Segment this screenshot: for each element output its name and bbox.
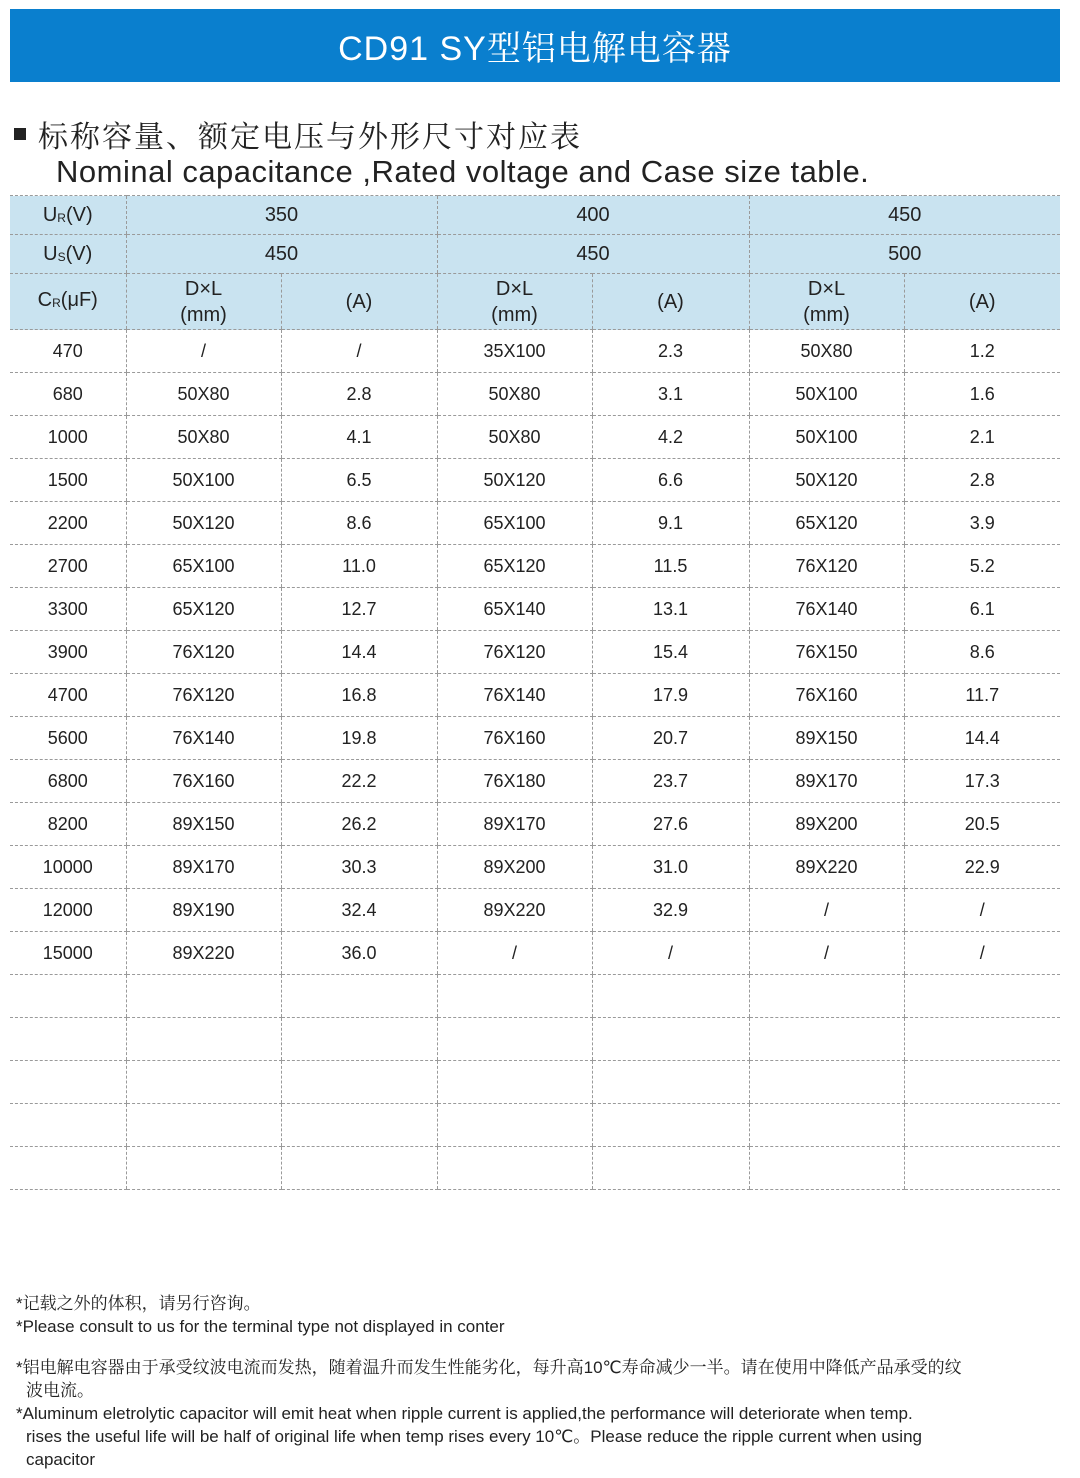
bullet-square-icon xyxy=(14,128,26,140)
ripple-current-cell: 11.0 xyxy=(281,545,437,588)
empty-cell xyxy=(281,1061,437,1104)
table-row xyxy=(10,717,1060,760)
dl-header: D×L (mm) xyxy=(437,274,592,330)
table-row xyxy=(10,760,1060,803)
capacitance-cell: 470 xyxy=(10,330,126,373)
case-size-cell: 50X80 xyxy=(437,373,592,416)
ripple-current-cell: 11.5 xyxy=(592,545,749,588)
capacitance-cell: 3900 xyxy=(10,631,126,674)
ripple-current-cell: 12.7 xyxy=(281,588,437,631)
note-1-cn: *记载之外的体积，请另行咨询。 xyxy=(16,1294,261,1313)
empty-cell xyxy=(126,1147,281,1190)
ripple-current-cell: 2.8 xyxy=(281,373,437,416)
ripple-current-cell: 20.5 xyxy=(904,803,1060,846)
empty-cell xyxy=(749,1018,904,1061)
ripple-header: (A) xyxy=(281,274,437,330)
empty-cell xyxy=(749,975,904,1018)
capacitance-cell: 8200 xyxy=(10,803,126,846)
case-size-cell: / xyxy=(126,330,281,373)
ripple-current-cell: 32.9 xyxy=(592,889,749,932)
empty-cell xyxy=(592,1104,749,1147)
case-size-cell: 76X140 xyxy=(437,674,592,717)
table-row xyxy=(10,631,1060,674)
ripple-current-cell: 31.0 xyxy=(592,846,749,889)
capacitance-table xyxy=(10,195,1060,1190)
ripple-current-cell: 1.2 xyxy=(904,330,1060,373)
empty-cell xyxy=(126,1018,281,1061)
section-title-cn-text: 标称容量、额定电压与外形尺寸对应表 xyxy=(38,121,582,154)
empty-row xyxy=(10,1018,1060,1061)
footnotes xyxy=(16,1292,1076,1471)
empty-cell xyxy=(437,1104,592,1147)
capacitance-cell: 15000 xyxy=(10,932,126,975)
ripple-current-cell: 5.2 xyxy=(904,545,1060,588)
ripple-current-cell: 32.4 xyxy=(281,889,437,932)
empty-cell xyxy=(592,1018,749,1061)
ripple-current-cell: 22.2 xyxy=(281,760,437,803)
case-size-cell: 76X150 xyxy=(749,631,904,674)
case-size-cell: 50X100 xyxy=(749,373,904,416)
empty-cell xyxy=(592,975,749,1018)
capacitance-cell: 12000 xyxy=(10,889,126,932)
case-size-cell: 89X200 xyxy=(437,846,592,889)
ripple-current-cell: 1.6 xyxy=(904,373,1060,416)
empty-cell xyxy=(10,975,126,1018)
case-size-cell: / xyxy=(437,932,592,975)
case-size-cell: 89X170 xyxy=(126,846,281,889)
empty-row xyxy=(10,975,1060,1018)
ripple-current-cell: 2.1 xyxy=(904,416,1060,459)
ripple-current-cell: 6.5 xyxy=(281,459,437,502)
empty-row xyxy=(10,1147,1060,1190)
case-size-cell: / xyxy=(749,932,904,975)
empty-cell xyxy=(592,1147,749,1190)
case-size-cell: 89X220 xyxy=(126,932,281,975)
capacitance-cell: 10000 xyxy=(10,846,126,889)
case-size-cell: 76X120 xyxy=(749,545,904,588)
ripple-current-cell: / xyxy=(281,330,437,373)
ripple-current-cell: 6.6 xyxy=(592,459,749,502)
capacitance-cell: 2700 xyxy=(10,545,126,588)
ripple-current-cell: 4.2 xyxy=(592,416,749,459)
ripple-current-cell: 16.8 xyxy=(281,674,437,717)
empty-cell xyxy=(126,1104,281,1147)
ur-value: 400 xyxy=(437,196,749,235)
empty-cell xyxy=(10,1061,126,1104)
case-size-cell: 50X120 xyxy=(749,459,904,502)
case-size-cell: 65X120 xyxy=(126,588,281,631)
case-size-cell: 35X100 xyxy=(437,330,592,373)
empty-cell xyxy=(437,1147,592,1190)
case-size-cell: 50X80 xyxy=(126,416,281,459)
ripple-current-cell: / xyxy=(904,932,1060,975)
dl-header: D×L (mm) xyxy=(126,274,281,330)
us-value: 500 xyxy=(749,235,1060,274)
case-size-cell: 76X120 xyxy=(437,631,592,674)
ripple-current-cell: 23.7 xyxy=(592,760,749,803)
ripple-current-cell: 3.1 xyxy=(592,373,749,416)
ripple-current-cell: 17.9 xyxy=(592,674,749,717)
table-row xyxy=(10,674,1060,717)
note-2-cn: *铝电解电容器由于承受纹波电流而发热，随着温升而发生性能劣化，每升高10℃寿命减少一半。请在使用中降低产品承受的纹 xyxy=(16,1358,962,1377)
table-row xyxy=(10,373,1060,416)
case-size-cell: / xyxy=(749,889,904,932)
case-size-cell: 50X80 xyxy=(437,416,592,459)
ripple-current-cell: 6.1 xyxy=(904,588,1060,631)
empty-cell xyxy=(126,1061,281,1104)
column-header-row xyxy=(10,274,1060,330)
empty-cell xyxy=(281,1104,437,1147)
case-size-cell: 76X160 xyxy=(749,674,904,717)
case-size-cell: 50X120 xyxy=(126,502,281,545)
empty-cell xyxy=(904,1104,1060,1147)
capacitance-cell: 2200 xyxy=(10,502,126,545)
cr-header: $C_R(\mu F)$ xyxy=(10,274,126,330)
capacitance-cell: 5600 xyxy=(10,717,126,760)
case-size-cell: 76X160 xyxy=(437,717,592,760)
capacitance-cell: 4700 xyxy=(10,674,126,717)
case-size-cell: 50X100 xyxy=(749,416,904,459)
empty-cell xyxy=(904,1061,1060,1104)
case-size-cell: 50X120 xyxy=(437,459,592,502)
case-size-cell: 76X120 xyxy=(126,631,281,674)
ripple-current-cell: 4.1 xyxy=(281,416,437,459)
empty-cell xyxy=(281,975,437,1018)
case-size-cell: 89X150 xyxy=(126,803,281,846)
table-row xyxy=(10,502,1060,545)
note-2-en: *Aluminum eletrolytic capacitor will emit heat when ripple current is applied,the performance will deteriorate when temp. xyxy=(16,1404,913,1423)
ripple-header: (A) xyxy=(592,274,749,330)
rated-voltage-row xyxy=(10,196,1060,235)
ripple-current-cell: 2.8 xyxy=(904,459,1060,502)
ripple-current-cell: 30.3 xyxy=(281,846,437,889)
case-size-cell: 65X140 xyxy=(437,588,592,631)
empty-cell xyxy=(10,1104,126,1147)
table-row xyxy=(10,889,1060,932)
empty-cell xyxy=(904,1018,1060,1061)
empty-cell xyxy=(437,1018,592,1061)
ur-value: 450 xyxy=(749,196,1060,235)
capacitance-cell: 1500 xyxy=(10,459,126,502)
title-banner xyxy=(10,9,1060,82)
table-row xyxy=(10,330,1060,373)
empty-cell xyxy=(592,1061,749,1104)
empty-cell xyxy=(10,1018,126,1061)
ripple-current-cell: 8.6 xyxy=(281,502,437,545)
case-size-cell: 89X170 xyxy=(749,760,904,803)
case-size-cell: 50X80 xyxy=(749,330,904,373)
ripple-current-cell: 26.2 xyxy=(281,803,437,846)
table-row xyxy=(10,545,1060,588)
capacitance-cell: 3300 xyxy=(10,588,126,631)
us-header: $U_S(V)$ xyxy=(10,235,126,274)
case-size-cell: 65X100 xyxy=(437,502,592,545)
note-2-cn-cont: 波电流。 xyxy=(26,1381,94,1400)
case-size-cell: 76X160 xyxy=(126,760,281,803)
section-title-en: Nominal capacitance ,Rated voltage and Case size table. xyxy=(56,154,870,189)
ripple-current-cell: 3.9 xyxy=(904,502,1060,545)
us-value: 450 xyxy=(437,235,749,274)
ripple-current-cell: / xyxy=(592,932,749,975)
empty-cell xyxy=(749,1147,904,1190)
case-size-cell: 76X120 xyxy=(126,674,281,717)
ur-header: $U_R(V)$ xyxy=(10,196,126,235)
table-row xyxy=(10,416,1060,459)
surge-voltage-row xyxy=(10,235,1060,274)
ripple-current-cell: 20.7 xyxy=(592,717,749,760)
case-size-cell: 89X200 xyxy=(749,803,904,846)
table-row xyxy=(10,588,1060,631)
case-size-cell: 89X170 xyxy=(437,803,592,846)
case-size-cell: 89X220 xyxy=(437,889,592,932)
capacitance-cell: 1000 xyxy=(10,416,126,459)
case-size-cell: 76X140 xyxy=(126,717,281,760)
note-1-en: *Please consult to us for the terminal type not displayed in conter xyxy=(16,1317,505,1336)
table-row xyxy=(10,846,1060,889)
empty-cell xyxy=(126,975,281,1018)
ripple-current-cell: 11.7 xyxy=(904,674,1060,717)
ripple-current-cell: 2.3 xyxy=(592,330,749,373)
ripple-current-cell: 9.1 xyxy=(592,502,749,545)
empty-cell xyxy=(749,1061,904,1104)
dl-header: D×L (mm) xyxy=(749,274,904,330)
case-size-cell: 89X220 xyxy=(749,846,904,889)
case-size-cell: 65X120 xyxy=(749,502,904,545)
empty-cell xyxy=(437,1061,592,1104)
case-size-cell: 50X80 xyxy=(126,373,281,416)
case-size-cell: 65X120 xyxy=(437,545,592,588)
ripple-header: (A) xyxy=(904,274,1060,330)
empty-cell xyxy=(281,1147,437,1190)
capacitance-cell: 6800 xyxy=(10,760,126,803)
empty-cell xyxy=(10,1147,126,1190)
empty-cell xyxy=(904,975,1060,1018)
section-title-cn xyxy=(14,112,582,156)
empty-row xyxy=(10,1104,1060,1147)
empty-cell xyxy=(904,1147,1060,1190)
note-2-en-cont: rises the useful life will be half of original life when temp rises every 10℃。Please reduce the ripple current when using xyxy=(26,1427,922,1446)
note-2-en-cont: capacitor xyxy=(26,1450,95,1469)
ripple-current-cell: / xyxy=(904,889,1060,932)
ur-value: 350 xyxy=(126,196,437,235)
capacitance-cell: 680 xyxy=(10,373,126,416)
table-row xyxy=(10,803,1060,846)
table-row xyxy=(10,932,1060,975)
case-size-cell: 89X150 xyxy=(749,717,904,760)
ripple-current-cell: 14.4 xyxy=(904,717,1060,760)
empty-cell xyxy=(437,975,592,1018)
ripple-current-cell: 17.3 xyxy=(904,760,1060,803)
us-value: 450 xyxy=(126,235,437,274)
case-size-cell: 65X100 xyxy=(126,545,281,588)
banner-title: CD91 SY型铝电解电容器 xyxy=(338,30,732,68)
ripple-current-cell: 8.6 xyxy=(904,631,1060,674)
ripple-current-cell: 14.4 xyxy=(281,631,437,674)
ripple-current-cell: 19.8 xyxy=(281,717,437,760)
case-size-cell: 50X100 xyxy=(126,459,281,502)
ripple-current-cell: 27.6 xyxy=(592,803,749,846)
ripple-current-cell: 15.4 xyxy=(592,631,749,674)
table-row xyxy=(10,459,1060,502)
case-size-cell: 76X140 xyxy=(749,588,904,631)
empty-row xyxy=(10,1061,1060,1104)
case-size-cell: 89X190 xyxy=(126,889,281,932)
ripple-current-cell: 36.0 xyxy=(281,932,437,975)
ripple-current-cell: 22.9 xyxy=(904,846,1060,889)
empty-cell xyxy=(281,1018,437,1061)
ripple-current-cell: 13.1 xyxy=(592,588,749,631)
case-size-cell: 76X180 xyxy=(437,760,592,803)
empty-cell xyxy=(749,1104,904,1147)
